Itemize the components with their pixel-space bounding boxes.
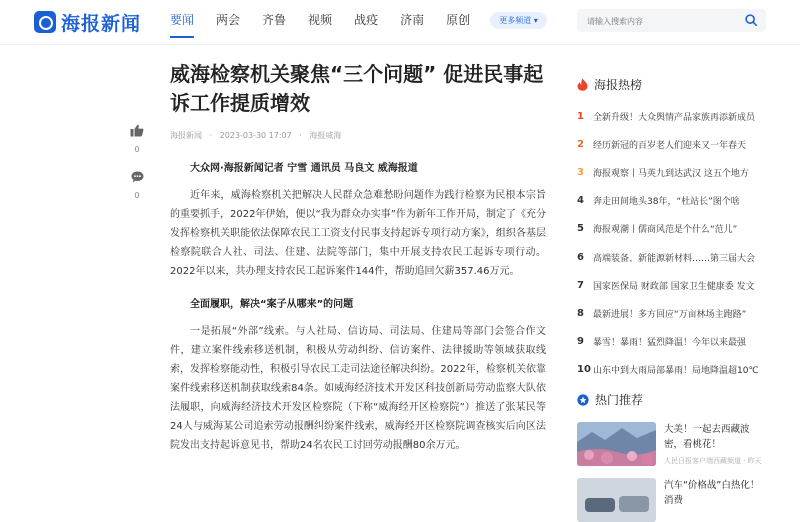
hot-list-item[interactable] xyxy=(577,299,767,327)
hot-list-item[interactable] xyxy=(577,356,767,384)
hot-item-text: 山东中到大雨局部暴雨！局地降温超10℃ xyxy=(593,366,759,377)
hot-item-text: 奔走田间地头38年，“杜站长”图个啥 xyxy=(593,197,740,208)
hot-rank: 5 xyxy=(577,223,584,235)
main-nav xyxy=(170,0,492,44)
hot-rank: 10 xyxy=(577,364,591,376)
recommend-icon xyxy=(577,394,589,406)
article-paragraph: 一是拓展“外部”线索。与人社局、信访局、司法局、住建局等部门会签合作文件，建立案件线索移送机制，积极从劳动纠纷、信访案件、法律援助等领域获取线索，发挥检察能动性，积极引导农民工走司法途径解决纠纷。2022年，检察机关依靠案件线索移送机制获取线索84条。如威海经济技术开发区科技创新局劳动监察大队依法履职，向威海经济技术开发区检察院（下称“威海经开区检察院”）推送了张某民等24人与威海某公司追索劳动报酬纠纷案件线索，威海经开区检察院调查核实后向区法院发出支持起诉意见书，帮助24名农民工讨回劳动报酬80余万元。 xyxy=(170,326,546,451)
hot-rank: 9 xyxy=(577,336,584,348)
recommend-info xyxy=(664,478,767,522)
recommend-card-title: 汽车“价格战”白热化！消费 xyxy=(664,479,760,506)
article-channel[interactable]: 海报威海 xyxy=(309,131,342,140)
nav-item-video[interactable]: 视频 xyxy=(308,13,333,27)
article-subheading: 全面履职，解决“案子从哪来”的问题 xyxy=(190,299,354,310)
search-input[interactable] xyxy=(585,13,739,30)
hot-rank: 2 xyxy=(577,138,584,150)
recommend-card[interactable] xyxy=(577,478,767,522)
hot-item-text: 国家医保局 财政部 国家卫生健康委 发文 xyxy=(593,281,755,292)
hot-list-item[interactable] xyxy=(577,215,767,243)
comment-count: 0 xyxy=(134,191,140,200)
like-button[interactable] xyxy=(126,122,148,154)
nav-item-zhanyi[interactable]: 战疫 xyxy=(354,13,379,27)
article-paragraph: 近年来，威海检察机关把解决人民群众急难愁盼问题作为践行检察为民根本宗旨的重要抓手，2022年伊始，便以“我为群众办实事”作为新年工作开局，制定了《充分发挥检察机关职能依法保障农民工工资支付民事支持起诉专项行动方案》，组织各基层检察院联合人社、司法、住建、法院等部门，集中开展支持农民工起诉专项行动。2022年以来，共办理支持农民工起诉案件144件，帮助追回欠薪357.46万元。 xyxy=(170,190,546,277)
hot-rank: 4 xyxy=(577,195,584,207)
recommend-header xyxy=(577,390,767,410)
meta-separator: · xyxy=(209,131,213,140)
more-channels-button[interactable] xyxy=(490,12,547,29)
hot-item-text: 经历新冠的百岁老人们迎来又一年春天 xyxy=(593,140,747,151)
hot-rank: 8 xyxy=(577,307,584,319)
hot-item-text: 海报观潮丨儒商风范是个什么“范儿” xyxy=(593,225,738,236)
nav-item-original[interactable]: 原创 xyxy=(446,13,471,27)
hot-list-title: 海报热榜 xyxy=(594,77,643,92)
article-source[interactable]: 海报新闻 xyxy=(170,131,202,140)
article-time: 2023-03-30 17:07 xyxy=(219,131,292,140)
hot-rank: 1 xyxy=(577,110,584,122)
recommend-card[interactable] xyxy=(577,422,767,466)
hot-list-item[interactable] xyxy=(577,243,767,271)
hot-rank: 7 xyxy=(577,279,584,291)
article-title: 威海检察机关聚焦“三个问题” 促进民事起诉工作提质增效 xyxy=(170,62,544,115)
action-rail xyxy=(126,122,148,214)
hot-item-text: 最新进展！多方回应“万亩林场主跑路” xyxy=(593,309,747,320)
hot-list-item[interactable] xyxy=(577,187,767,215)
hot-rank: 6 xyxy=(577,251,584,263)
search-box xyxy=(577,9,766,32)
nav-item-yaowen[interactable]: 要闻 xyxy=(170,0,194,44)
recommend-card-title: 大美！一起去西藏波密，看桃花！ xyxy=(664,423,750,450)
hot-list xyxy=(577,102,767,384)
more-channels-label: 更多频道 xyxy=(499,16,532,25)
logo-icon xyxy=(34,11,56,33)
hot-list-item[interactable] xyxy=(577,271,767,299)
nav-item-qilu[interactable]: 齐鲁 xyxy=(262,13,287,27)
article xyxy=(170,60,546,455)
site-logo[interactable] xyxy=(34,8,141,36)
hot-item-text: 海报观察丨马英九到达武汉 这五个地方 xyxy=(593,168,749,179)
hot-list-item[interactable] xyxy=(577,102,767,130)
nav-item-lianghui[interactable]: 两会 xyxy=(216,13,241,27)
hot-list-item[interactable] xyxy=(577,158,767,186)
recommend-info xyxy=(664,422,767,466)
recommend-card-source: 人民日报客户端西藏频道 · 昨天 xyxy=(664,456,762,465)
right-sidebar xyxy=(577,74,767,522)
article-byline: 大众网·海报新闻记者 宁雪 通讯员 马良文 威海报道 xyxy=(190,163,418,174)
comment-icon xyxy=(131,171,144,183)
comment-button[interactable] xyxy=(126,168,148,200)
recommend-title: 热门推荐 xyxy=(595,393,644,408)
nav-item-jinan[interactable]: 济南 xyxy=(400,13,425,27)
hot-item-text: 暴雪！暴雨！猛烈降温！今年以来最强 xyxy=(593,338,747,349)
hot-item-text: 高端装备、新能源新材料……第三届大会 xyxy=(593,253,756,264)
hot-list-header xyxy=(577,74,767,94)
recommend-thumbnail xyxy=(577,422,656,466)
hot-list-item[interactable] xyxy=(577,130,767,158)
hot-list-item[interactable] xyxy=(577,328,767,356)
recommend-thumbnail xyxy=(577,478,656,522)
like-count: 0 xyxy=(134,145,140,154)
top-header xyxy=(0,0,800,45)
article-meta xyxy=(170,130,546,141)
flame-icon xyxy=(577,78,588,91)
caret-down-icon: ▾ xyxy=(533,16,538,25)
hot-rank: 3 xyxy=(577,166,584,178)
thumbs-up-icon xyxy=(130,124,144,137)
meta-separator: · xyxy=(299,131,302,140)
search-icon[interactable] xyxy=(744,13,758,27)
hot-item-text: 全新升级！大众舆情产品家族再添新成员 xyxy=(593,112,756,123)
logo-text: 海报新闻 xyxy=(61,12,142,35)
